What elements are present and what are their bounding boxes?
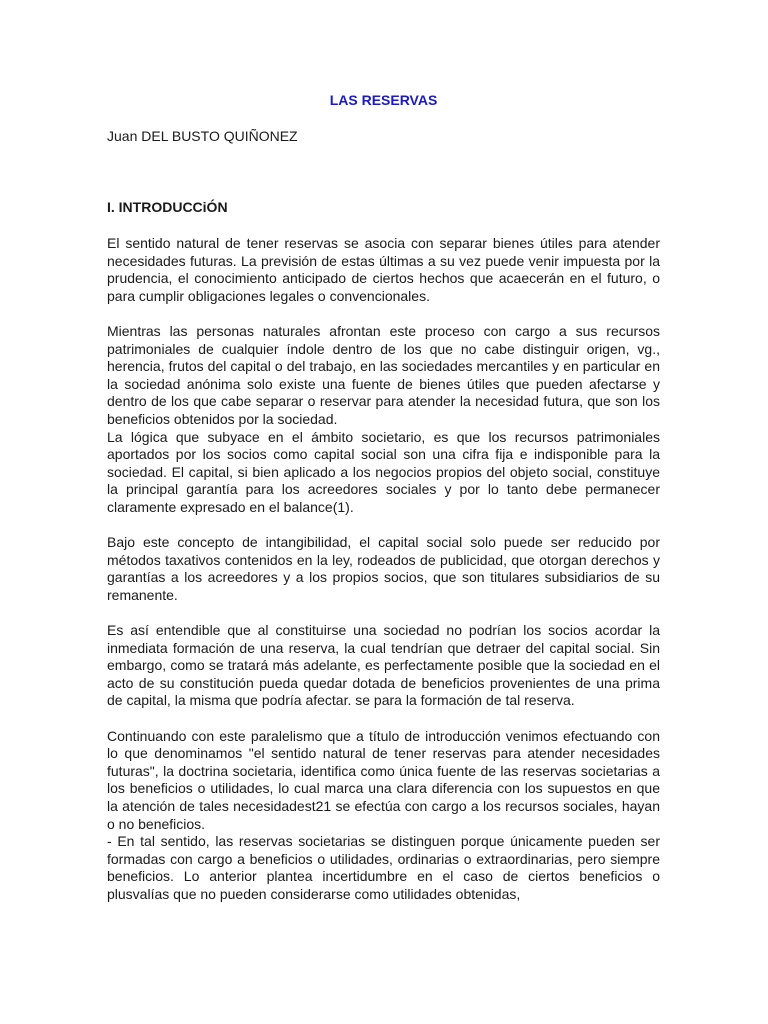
section-heading: I. INTRODUCCiÓN xyxy=(107,199,228,215)
paragraph: Es así entendible que al constituirse una sociedad no podrían los socios acordar la inmediata formación de una reserva, la cual tendrían que detraer del capital social. Sin embargo, como se tratará más adelante, es perfectamente posible que la sociedad en el acto de su constitución pueda quedar dotada de beneficios provenientes de una prima de capital, la misma que podría afectar. se para la formación de tal reserva. xyxy=(107,622,660,709)
paragraph: - En tal sentido, las reservas societarias se distinguen porque únicamente pueden ser formadas con cargo a beneficios o utilidades, ordinarias o extraordinarias, pero siempre beneficios. Lo anterior plantea incertidumbre en el caso de ciertos beneficios o plusvalías que no pueden considerarse como utilidades obtenidas, xyxy=(107,833,660,902)
document-page xyxy=(107,0,660,1024)
paragraph: Bajo este concepto de intangibilidad, el capital social solo puede ser reducido por métodos taxativos contenidos en la ley, rodeados de publicidad, que otorgan derechos y garantías a los acreedores y a los propios socios, que son titulares subsidiarios de su remanente. xyxy=(107,534,660,603)
paragraph: La lógica que subyace en el ámbito societario, es que los recursos patrimoniales aportados por los socios como capital social son una cifra fija e indisponible para la sociedad. El capital, si bien aplicado a los negocios propios del objeto social, constituye la principal garantía para los acreedores sociales y por lo tanto debe permanecer claramente expresado en el balance(1). xyxy=(107,428,660,515)
document-author: Juan DEL BUSTO QUIÑONEZ xyxy=(107,128,298,144)
paragraph: El sentido natural de tener reservas se asocia con separar bienes útiles para atender necesidades futuras. La previsión de estas últimas a su vez puede venir impuesta por la prudencia, el conocimiento anticipado de ciertos hechos que acaecerán en el futuro, o para cumplir obligaciones legales o convencionales. xyxy=(107,235,660,304)
paragraph: Mientras las personas naturales afrontan este proceso con cargo a sus recursos patrimoniales de cualquier índole dentro de los que no cabe distinguir origen, vg., herencia, frutos del capital o del trabajo, en las sociedades mercantiles y en particular en la sociedad anónima solo existe una fuente de bienes útiles que pueden afectarse y dentro de los que cabe separar o reservar para atender la necesidad futura, que son los beneficios obtenidos por la sociedad. xyxy=(107,322,660,427)
document-title: LAS RESERVAS xyxy=(329,92,438,108)
paragraph: Continuando con este paralelismo que a título de introducción venimos efectuando con lo que denominamos "el sentido natural de tener reservas para atender necesidades futuras", la doctrina societaria, identifica como única fuente de las reservas societarias a los beneficios o utilidades, lo cual marca una clara diferencia con los supuestos en que la atención de tales necesidadest21 se efectúa con cargo a los recursos sociales, hayan o no beneficios. xyxy=(107,727,660,832)
document-body xyxy=(107,235,660,904)
